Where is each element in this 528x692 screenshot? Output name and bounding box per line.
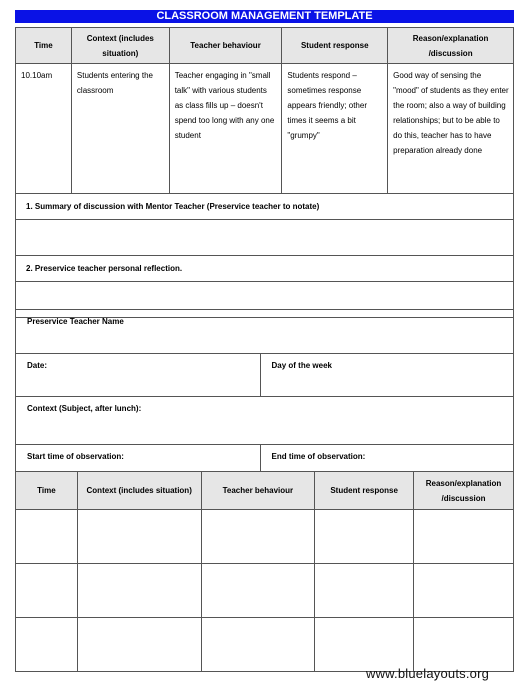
section-heading-mentor-summary: 1. Summary of discussion with Mentor Teacher (Preservice teacher to notate) bbox=[16, 194, 514, 220]
start-time-label: Start time of observation: bbox=[27, 452, 124, 461]
table-row bbox=[16, 510, 514, 564]
page-title: CLASSROOM MANAGEMENT TEMPLATE bbox=[15, 10, 514, 23]
blank-cell[interactable] bbox=[414, 510, 514, 564]
blank-cell[interactable] bbox=[201, 564, 315, 618]
column-header-reason: Reason/explanation /discussion bbox=[414, 472, 514, 510]
table-row bbox=[16, 618, 514, 672]
column-header-context: Context (includes situation) bbox=[77, 472, 201, 510]
blank-cell[interactable] bbox=[315, 618, 414, 672]
table-row bbox=[16, 64, 514, 194]
column-header-student-response: Student response bbox=[282, 28, 388, 64]
cell-student-response[interactable]: Students respond – sometimes response appears friendly; other times it seems a bit "grumpy" bbox=[282, 64, 388, 194]
column-header-time: Time bbox=[16, 472, 78, 510]
section-heading-personal-reflection: 2. Preservice teacher personal reflection. bbox=[16, 256, 514, 282]
cell-time[interactable]: 10.10am bbox=[16, 64, 72, 194]
column-header-student-response: Student response bbox=[315, 472, 414, 510]
observation-table bbox=[15, 27, 514, 318]
column-header-time: Time bbox=[16, 28, 72, 64]
blank-cell[interactable] bbox=[16, 618, 78, 672]
blank-cell[interactable] bbox=[201, 510, 315, 564]
column-header-context: Context (includes situation) bbox=[71, 28, 169, 64]
blank-cell[interactable] bbox=[201, 618, 315, 672]
blank-cell[interactable] bbox=[315, 510, 414, 564]
blank-cell[interactable] bbox=[77, 618, 201, 672]
blank-observation-table bbox=[15, 471, 514, 672]
context-label: Context (Subject, after lunch): bbox=[27, 404, 142, 413]
context-field[interactable] bbox=[16, 397, 514, 445]
blank-cell[interactable] bbox=[16, 510, 78, 564]
teacher-name-field[interactable] bbox=[16, 310, 514, 354]
cell-reason[interactable]: Good way of sensing the "mood" of students as they enter the room; also a way of building relationships; but to be able to do this, teacher has to have preparation already done bbox=[388, 64, 514, 194]
blank-cell[interactable] bbox=[77, 510, 201, 564]
blank-cell[interactable] bbox=[16, 564, 78, 618]
table-header-row bbox=[16, 28, 514, 64]
column-header-reason: Reason/explanation /discussion bbox=[388, 28, 514, 64]
blank-cell[interactable] bbox=[414, 618, 514, 672]
table-header-row bbox=[16, 472, 514, 510]
blank-cell[interactable] bbox=[414, 564, 514, 618]
cell-context[interactable]: Students entering the classroom bbox=[71, 64, 169, 194]
teacher-name-label: Preservice Teacher Name bbox=[27, 317, 124, 326]
column-header-teacher-behaviour: Teacher behaviour bbox=[201, 472, 315, 510]
day-of-week-field[interactable] bbox=[260, 354, 514, 397]
mentor-summary-field[interactable] bbox=[16, 220, 514, 256]
column-header-teacher-behaviour: Teacher behaviour bbox=[169, 28, 282, 64]
blank-cell[interactable] bbox=[315, 564, 414, 618]
day-of-week-label: Day of the week bbox=[271, 361, 332, 370]
end-time-label: End time of observation: bbox=[271, 452, 366, 461]
table-row bbox=[16, 564, 514, 618]
cell-teacher-behaviour[interactable]: Teacher engaging in "small talk" with various students as class fills up – doesn't spend too long with any one student bbox=[169, 64, 282, 194]
blank-cell[interactable] bbox=[77, 564, 201, 618]
date-field[interactable] bbox=[16, 354, 261, 397]
date-label: Date: bbox=[27, 361, 48, 370]
footer-website: www.bluelayouts.org bbox=[366, 666, 490, 681]
